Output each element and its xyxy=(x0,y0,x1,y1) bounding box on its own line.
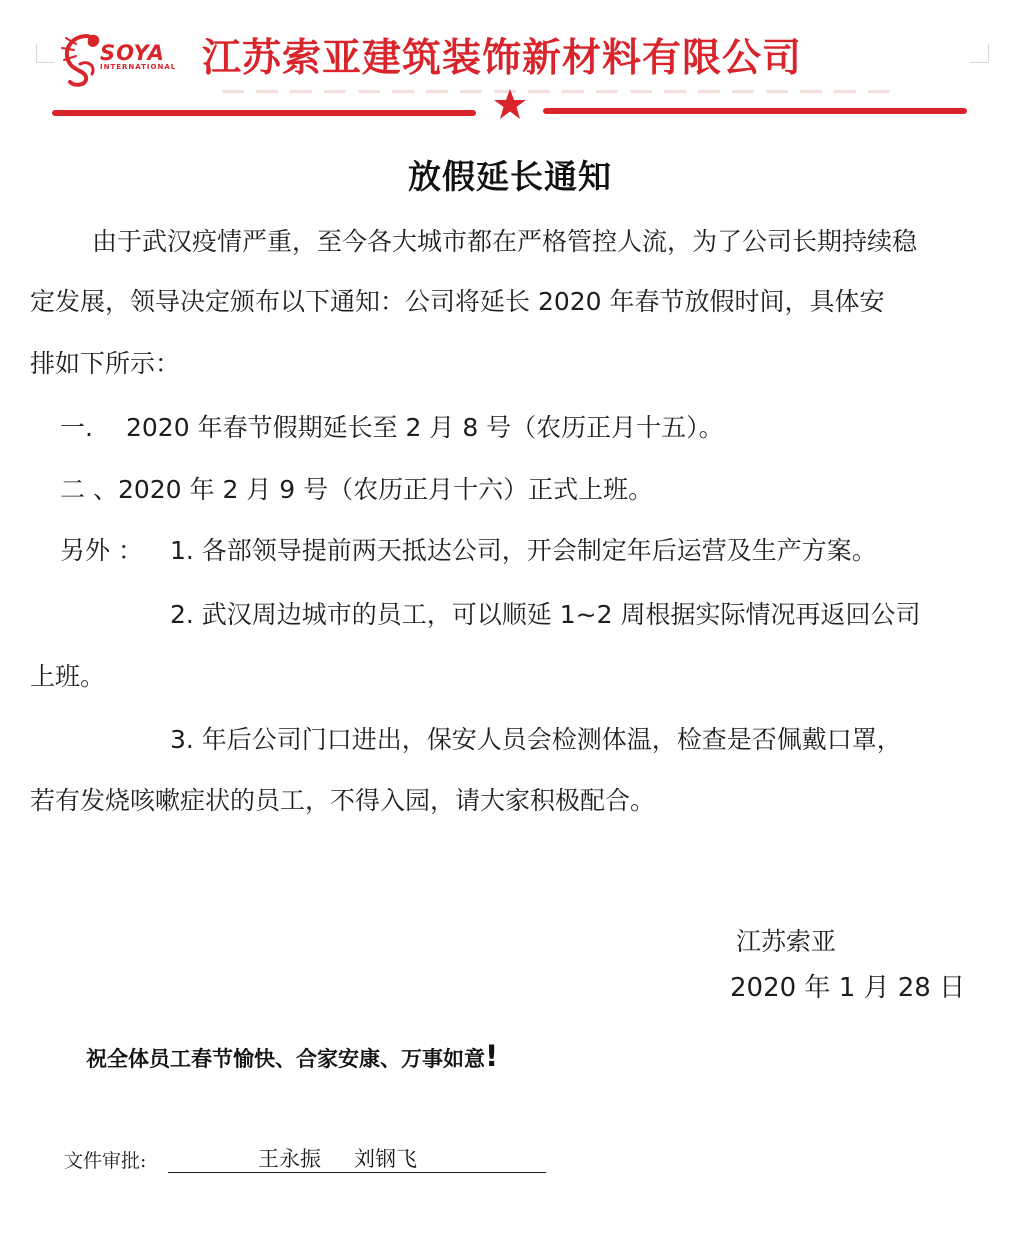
corner-mark-right xyxy=(970,44,989,63)
note-1: 1. 各部领导提前两天抵达公司，开会制定年后运营及生产方案。 xyxy=(170,536,877,565)
company-name: 江苏索亚建筑装饰新材料有限公司 xyxy=(202,36,803,81)
signature-name: 江苏索亚 xyxy=(736,927,837,956)
red-rule-right xyxy=(543,108,967,114)
corner-mark-left xyxy=(36,44,55,63)
faint-bleedthrough-line xyxy=(222,90,892,93)
body-line-2: 定发展，领导决定颁布以下通知：公司将延长 2020 年春节放假时间，具体安 xyxy=(30,287,885,316)
item-2: 二 、2020 年 2 月 9 号（农历正月十六）正式上班。 xyxy=(60,475,654,504)
approver-2: 刘钢飞 xyxy=(354,1147,417,1171)
star-icon xyxy=(492,86,528,122)
body-line-3: 排如下所示： xyxy=(30,349,181,378)
note-2-line-1: 2. 武汉周边城市的员工，可以顺延 1~2 周根据实际情况再返回公司 xyxy=(170,600,921,629)
body-line-1: 由于武汉疫情严重，至今各大城市都在严格管控人流，为了公司长期持续稳 xyxy=(92,227,918,256)
item-1 xyxy=(60,410,724,446)
wish-text: 祝全体员工春节愉快、合家安康、万事如意 xyxy=(86,1046,485,1071)
letterhead xyxy=(0,0,1020,130)
item-1-text: 2020 年春节假期延长至 2 月 8 号（农历正月十五）。 xyxy=(126,413,724,442)
approval-block xyxy=(64,1146,564,1178)
approval-label: 文件审批: xyxy=(64,1150,147,1172)
note-2-line-2: 上班。 xyxy=(30,662,106,691)
holiday-wish xyxy=(86,1038,498,1077)
note-3-line-1: 3. 年后公司门口进出，保安人员会检测体温，检查是否佩戴口罩， xyxy=(170,725,902,754)
note-3-line-2: 若有发烧咳嗽症状的员工，不得入园，请大家积极配合。 xyxy=(30,786,656,815)
wish-exclamation: ! xyxy=(485,1039,499,1073)
logo-wordmark: SOYA xyxy=(100,41,165,65)
item-1-number: 一. xyxy=(60,413,93,442)
notes-label: 另外 ： xyxy=(60,536,143,565)
red-rule-left xyxy=(52,110,476,116)
signature-date: 2020 年 1 月 28 日 xyxy=(730,973,966,1003)
logo-subtext: INTERNATIONAL xyxy=(100,63,177,71)
approver-1: 王永振 xyxy=(258,1147,321,1171)
notice-title: 放假延长通知 xyxy=(408,157,612,196)
